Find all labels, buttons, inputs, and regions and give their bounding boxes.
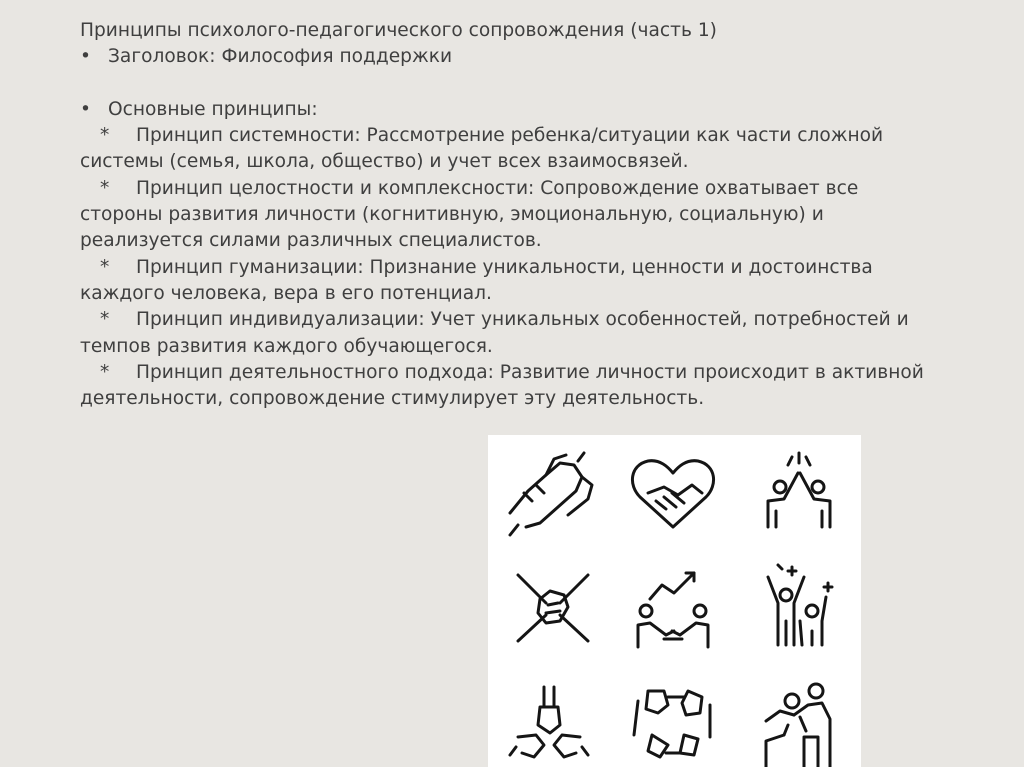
header-item-text: Заголовок: Философия поддержки	[108, 46, 453, 68]
main-item	[80, 97, 950, 123]
principle-4-text: Принцип индивидуализации: Учет уникальных особенностей, потребностей и	[136, 309, 909, 331]
principle-1-line-2: системы (семья, школа, общество) и учет всех взаимосвязей.	[80, 151, 689, 173]
three-hands-circle-icon	[510, 687, 588, 757]
header-item	[80, 44, 950, 70]
icon-panel	[488, 435, 861, 767]
star-marker: *	[100, 177, 110, 199]
stacked-hands-icon	[518, 575, 588, 641]
blank-line	[80, 71, 950, 97]
principle-3-line-2: каждого человека, вера в его потенциал.	[80, 282, 492, 304]
bullet-marker: •	[80, 98, 91, 120]
principle-2-line-3: реализуется силами различных специалистов.	[80, 230, 542, 252]
bullet-marker: •	[80, 46, 91, 68]
star-marker: *	[100, 361, 110, 383]
principle-5-line-1	[80, 360, 950, 386]
principle-2-text: Принцип целостности и комплексности: Сопровождение охватывает все	[136, 177, 859, 199]
high-five-icon	[768, 453, 830, 527]
principle-3-line-1	[80, 255, 950, 281]
star-marker: *	[100, 309, 110, 331]
principle-4-line-2: темпов развития каждого обучающегося.	[80, 335, 493, 357]
principle-2-line-2: стороны развития личности (когнитивную, эмоциональную, социальную) и	[80, 204, 824, 226]
principle-5-line-2: деятельности, сопровождение стимулирует эту деятельность.	[80, 388, 705, 410]
principle-5-text: Принцип деятельностного подхода: Развитие личности происходит в активной	[136, 361, 924, 383]
arm-wrestle-grip-icon	[510, 453, 592, 535]
main-item-text: Основные принципы:	[108, 98, 318, 120]
slide-title: Принципы психолого-педагогического сопровождения (часть 1)	[80, 20, 717, 41]
principle-2-line-1	[80, 176, 950, 202]
principle-1-text: Принцип системности: Рассмотрение ребенка/ситуации как части сложной	[136, 125, 884, 147]
growth-handshake-icon	[638, 573, 708, 647]
star-marker: *	[100, 125, 110, 147]
principle-1-line-1	[80, 123, 950, 149]
principle-4-line-1	[80, 307, 950, 333]
principle-3-text: Принцип гуманизации: Признание уникальности, ценности и достоинства	[136, 256, 873, 278]
star-marker: *	[100, 256, 110, 278]
helping-climb-icon	[766, 684, 830, 767]
slide-text	[80, 18, 950, 412]
celebrating-people-icon	[768, 565, 832, 645]
heart-handshake-icon	[632, 461, 713, 527]
linked-hands-circle-icon	[634, 691, 710, 757]
icon-grid	[488, 435, 861, 767]
